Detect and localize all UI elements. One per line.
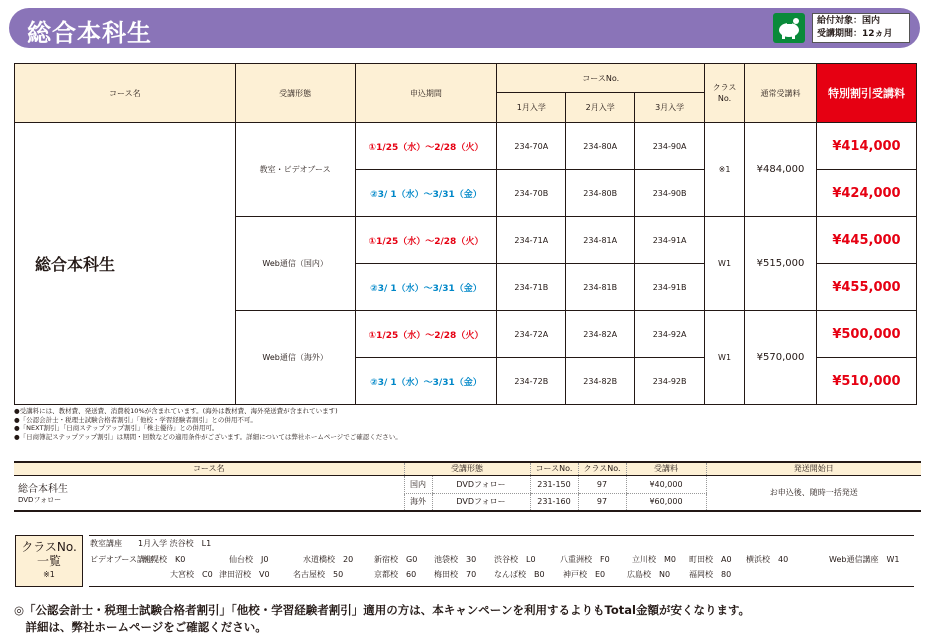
piggy-bank-icon [773,13,805,43]
dvd-course-no: 231-150 [530,475,578,493]
footer-line-2: 詳細は、弊社ホームページをご確認ください。 [14,620,267,634]
course-code: 234-71B [497,264,566,311]
period-2: ②3/ 1（水）～3/31（金） [355,264,497,311]
school-item: 新宿校 G0 [374,555,418,564]
dvd-form: DVDフォロー [432,493,530,511]
title-banner [9,8,920,48]
dvd-header-ship: 発送開始日 [706,462,921,475]
course-code: 234-91B [635,264,705,311]
web-class: Web通信講座 W1 [829,555,900,564]
dvd-header-no: コースNo. [530,462,578,475]
school-item: 町田校 A0 [689,555,732,564]
special-price: ¥414,000 [816,123,916,170]
school-item: 札幌校 K0 [143,555,186,564]
regular-fee: ¥570,000 [745,311,817,405]
dvd-header-course: コース名 [14,462,404,475]
school-item: 横浜校 40 [746,555,789,564]
school-item: 広島校 N0 [627,570,671,579]
school-item: 仙台校 J0 [229,555,269,564]
course-code: 234-82B [566,358,635,405]
course-code: 234-80B [566,170,635,217]
special-price: ¥424,000 [816,170,916,217]
dvd-fee: ¥40,000 [626,475,706,493]
dvd-class-no: 97 [578,475,626,493]
school-item: なんば校 B0 [494,570,545,579]
info-period: 受講期間：12ヵ月 [817,29,893,39]
course-code: 234-81A [566,217,635,264]
school-item: 八重洲校 F0 [560,555,610,564]
footer-line-1: ◎「公認会計士・税理士試験合格者割引」「他校・学習経験者割引」適用の方は、本キャンペーンを利用するよりもTotal金額が安くなります。 [14,603,751,617]
note-item: ●「NEXT割引」「日商ステップアップ割引」「株主優待」との併用可。 [14,424,219,432]
course-code: 234-80A [566,123,635,170]
form-web-domestic: Web通信（国内） [235,217,355,311]
dvd-course-no: 231-160 [530,493,578,511]
course-code: 234-90A [635,123,705,170]
form-web-overseas: Web通信（海外） [235,311,355,405]
course-table [14,63,917,405]
info-target: 給付対象：国内 [817,16,881,26]
dvd-fee: ¥60,000 [626,493,706,511]
class-list [89,535,914,587]
dvd-course-name: 総合本科生 [18,484,68,496]
course-code: 234-81B [566,264,635,311]
dvd-course [14,475,404,511]
school-item: 福岡校 80 [689,570,732,579]
course-code: 234-92B [635,358,705,405]
note-item: ●「日商簿記ステップアップ割引」は期間・回数などの適用条件がございます。詳細については弊社ホームページでご確認ください。 [14,432,402,441]
header-course-no: コースNo. [497,64,705,93]
course-code: 234-82A [566,311,635,358]
dvd-ship: お申込後、随時一括発送 [706,475,921,511]
header-month-3: 3月入学 [635,93,705,123]
dvd-course-sub: DVDフォロー [18,496,62,505]
period-1: ①1/25（水）～2/28（火） [355,217,497,264]
video-booth-label: ビデオブース講座 [90,555,153,564]
period-1: ①1/25（水）～2/28（火） [355,123,497,170]
dvd-header-form: 受講形態 [404,462,530,475]
classroom-line: 教室講座 1月入学 渋谷校 L1 [90,539,212,548]
special-price: ¥445,000 [816,217,916,264]
special-price: ¥455,000 [816,264,916,311]
course-code: 234-72B [497,358,566,405]
dvd-form: DVDフォロー [432,475,530,493]
dvd-header-class: クラスNo. [578,462,626,475]
course-code: 234-71A [497,217,566,264]
school-item: 水道橋校 20 [303,555,354,564]
school-item: 池袋校 30 [434,555,477,564]
class-list-label-1: クラスNo. [21,540,77,554]
class-list-label-2: 一覧 [36,554,61,568]
course-code: 234-90B [635,170,705,217]
header-regular-fee: 通常受講料 [745,64,817,123]
class-no: W1 [705,217,745,311]
class-no: W1 [705,311,745,405]
dvd-table [14,461,921,512]
footer-note [14,602,750,636]
school-item: 名古屋校 50 [293,570,344,579]
special-price: ¥500,000 [816,311,916,358]
course-code: 234-70B [497,170,566,217]
form-classroom: 教室・ビデオブース [235,123,355,217]
page-title: 総合本科生 [27,19,152,47]
class-list-label [15,535,83,587]
regular-fee: ¥484,000 [745,123,817,217]
header-course: コース名 [15,64,236,123]
note-item: ●「公認会計士・税理士試験合格者割引」「他校・学習経験者割引」との併用不可。 [14,415,257,424]
period-1: ①1/25（水）～2/28（火） [355,311,497,358]
class-no: ※1 [705,123,745,217]
header-special-fee: 特別割引受講料 [816,64,916,123]
dvd-header-fee: 受講料 [626,462,706,475]
benefit-info [812,13,910,43]
class-list-label-3: ※1 [43,570,55,579]
course-code: 234-92A [635,311,705,358]
header-form: 受講形態 [235,64,355,123]
school-item: 渋谷校 L0 [494,555,536,564]
school-item: 梅田校 70 [434,570,477,579]
special-price: ¥510,000 [816,358,916,405]
course-code: 234-91A [635,217,705,264]
header-month-2: 2月入学 [566,93,635,123]
header-month-1: 1月入学 [497,93,566,123]
period-2: ②3/ 1（水）～3/31（金） [355,170,497,217]
course-name: 総合本科生 [15,123,236,405]
header-class-no: クラス No. [705,64,745,123]
note-item: ●受講料には、教材費、発送費、消費税10%が含まれています。(海外は教材費、海外発送費が含まれています) [14,407,338,415]
dvd-region: 国内 [404,475,432,493]
notes [14,407,402,441]
course-code: 234-70A [497,123,566,170]
school-item: 大宮校 C0 [170,570,213,579]
school-item: 津田沼校 V0 [219,570,270,579]
school-item: 神戸校 E0 [563,570,606,579]
period-2: ②3/ 1（水）～3/31（金） [355,358,497,405]
dvd-class-no: 97 [578,493,626,511]
school-item: 立川校 M0 [632,555,676,564]
course-code: 234-72A [497,311,566,358]
dvd-region: 海外 [404,493,432,511]
header-period: 申込期間 [355,64,497,123]
school-item: 京都校 60 [374,570,417,579]
regular-fee: ¥515,000 [745,217,817,311]
